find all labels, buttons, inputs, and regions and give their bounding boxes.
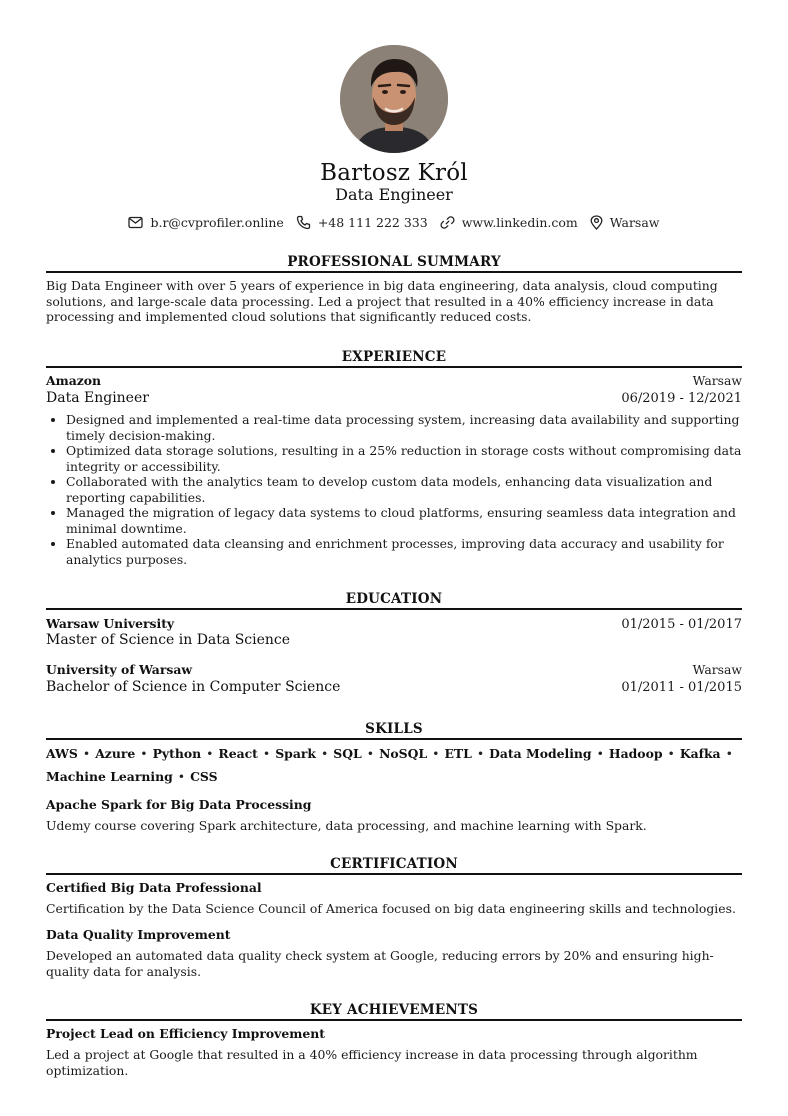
certification-description: Developed an automated data quality check system at Google, reducing errors by 20% and ensuring high-quality data for analysis.	[46, 948, 714, 979]
skill-tag: Azure	[95, 746, 136, 761]
achievement-description: Led a project at Google that resulted in a 40% efficiency increase in data processing through algorithm optimization.	[46, 1047, 698, 1078]
certification-heading: CERTIFICATION	[330, 856, 458, 872]
education-school: University of Warsaw	[46, 662, 193, 677]
skills-divider	[46, 738, 742, 740]
skill-tag: CSS	[190, 769, 218, 784]
achievement-title: Project Lead on Efficiency Improvement	[46, 1026, 325, 1041]
skills-heading: SKILLS	[365, 721, 423, 737]
job-bullet: • Enabled automated data cleansing and enrichment processes, improving data accuracy and usability for analytics purposes.	[66, 536, 742, 567]
skills-line	[46, 745, 733, 768]
profile-photo	[340, 45, 448, 153]
experience-heading: EXPERIENCE	[341, 349, 447, 365]
certification-description: Certification by the Data Science Council of America focused on big data engineering skills and technologies.	[46, 901, 736, 916]
link-icon	[440, 215, 455, 230]
education-entry-2-header	[46, 662, 742, 677]
skill-tag: Data Modeling	[489, 746, 592, 761]
skill-tag: React	[218, 746, 258, 761]
education-entry-1-degree	[46, 632, 742, 648]
job-bullet: • Managed the migration of legacy data systems to cloud platforms, ensuring seamless data integration and minimal downtime.	[66, 505, 742, 536]
skill-separator: •	[206, 746, 214, 761]
skill-separator: •	[725, 746, 733, 761]
contact-phone-text: +48 111 222 333	[317, 214, 428, 230]
skill-tag: ETL	[444, 746, 472, 761]
job-bullet-list	[46, 412, 742, 567]
certification-title-row	[46, 880, 742, 895]
contact-bar	[0, 212, 788, 232]
education-entry-1-header	[46, 616, 742, 632]
skills-list	[46, 745, 733, 791]
skill-separator: •	[140, 746, 148, 761]
skill-tag: Machine Learning	[46, 769, 173, 784]
skill-separator: •	[320, 746, 329, 761]
certification-title: Data Quality Improvement	[46, 927, 231, 942]
achievement-title-row	[46, 1026, 742, 1041]
summary-text: Big Data Engineer with over 5 years of experience in big data engineering, data analysis, cloud computing solutions, and large-scale data processing. Led a project that resulted in a 40% efficiency increase in data processing and implemented cloud solutions that significantly reduced costs.	[46, 278, 718, 324]
skill-tag: NoSQL	[379, 746, 428, 761]
contact-location-text: Warsaw	[609, 214, 660, 230]
certification-divider	[46, 873, 742, 875]
skill-separator: •	[432, 746, 440, 761]
education-degree: Master of Science in Data Science	[46, 632, 291, 648]
certification-title: Certified Big Data Professional	[46, 880, 262, 895]
job-dates: 06/2019 - 12/2021	[621, 391, 742, 406]
job-location: Warsaw	[692, 373, 742, 388]
job-header-row	[46, 373, 742, 388]
skill-tag: Python	[152, 746, 202, 761]
education-degree: Bachelor of Science in Computer Science	[46, 679, 341, 695]
skill-separator: •	[177, 769, 186, 784]
education-entry-2-degree	[46, 679, 742, 695]
experience-divider	[46, 366, 742, 368]
job-company: Amazon	[46, 373, 102, 388]
skill-tag: Hadoop	[608, 746, 663, 761]
course-description: Udemy course covering Spark architecture, data processing, and machine learning with Spark.	[46, 818, 647, 833]
contact-phone[interactable]	[296, 215, 428, 230]
summary-heading: PROFESSIONAL SUMMARY	[287, 254, 501, 270]
skill-tag: Spark	[275, 746, 316, 761]
skill-separator: •	[82, 746, 91, 761]
candidate-name: Bartosz Król	[320, 160, 468, 186]
contact-email[interactable]	[128, 215, 283, 230]
contact-email-text: b.r@cvprofiler.online	[150, 214, 284, 230]
skill-tag: AWS	[46, 746, 78, 761]
job-bullet: • Designed and implemented a real-time data processing system, increasing data availability and supporting timely decision-making.	[66, 412, 742, 443]
skill-separator: •	[366, 746, 375, 761]
education-location: Warsaw	[692, 662, 742, 677]
skill-tag: Kafka	[679, 746, 721, 761]
skills-line	[46, 768, 646, 791]
education-divider	[46, 608, 742, 610]
contact-location	[590, 215, 660, 230]
skill-separator: •	[262, 746, 271, 761]
course-title: Apache Spark for Big Data Processing	[46, 797, 312, 812]
skill-separator: •	[667, 746, 675, 761]
job-bullet: • Collaborated with the analytics team to develop custom data models, enhancing data visualization and reporting capabilities.	[66, 474, 742, 505]
skill-separator: •	[596, 746, 604, 761]
job-role: Data Engineer	[46, 390, 149, 406]
skill-separator: •	[476, 746, 485, 761]
course-title-row	[46, 797, 742, 812]
mail-icon	[128, 216, 143, 229]
job-bullet: • Optimized data storage solutions, resulting in a 25% reduction in storage costs without compromising data integrity or accessibility.	[66, 443, 742, 474]
achievements-heading: KEY ACHIEVEMENTS	[309, 1002, 479, 1018]
contact-linkedin-text: www.linkedin.com	[461, 214, 578, 230]
education-dates: 01/2011 - 01/2015	[621, 680, 742, 695]
candidate-title: Data Engineer	[335, 185, 453, 204]
education-school: Warsaw University	[46, 616, 175, 631]
education-dates: 01/2015 - 01/2017	[621, 617, 742, 632]
contact-linkedin[interactable]	[440, 215, 578, 230]
job-role-row	[46, 390, 742, 406]
phone-icon	[296, 215, 311, 230]
achievements-divider	[46, 1019, 742, 1021]
skill-tag: SQL	[333, 746, 362, 761]
summary-divider	[46, 271, 742, 273]
location-pin-icon	[590, 215, 603, 230]
certification-title-row	[46, 927, 742, 942]
education-heading: EDUCATION	[345, 591, 443, 607]
